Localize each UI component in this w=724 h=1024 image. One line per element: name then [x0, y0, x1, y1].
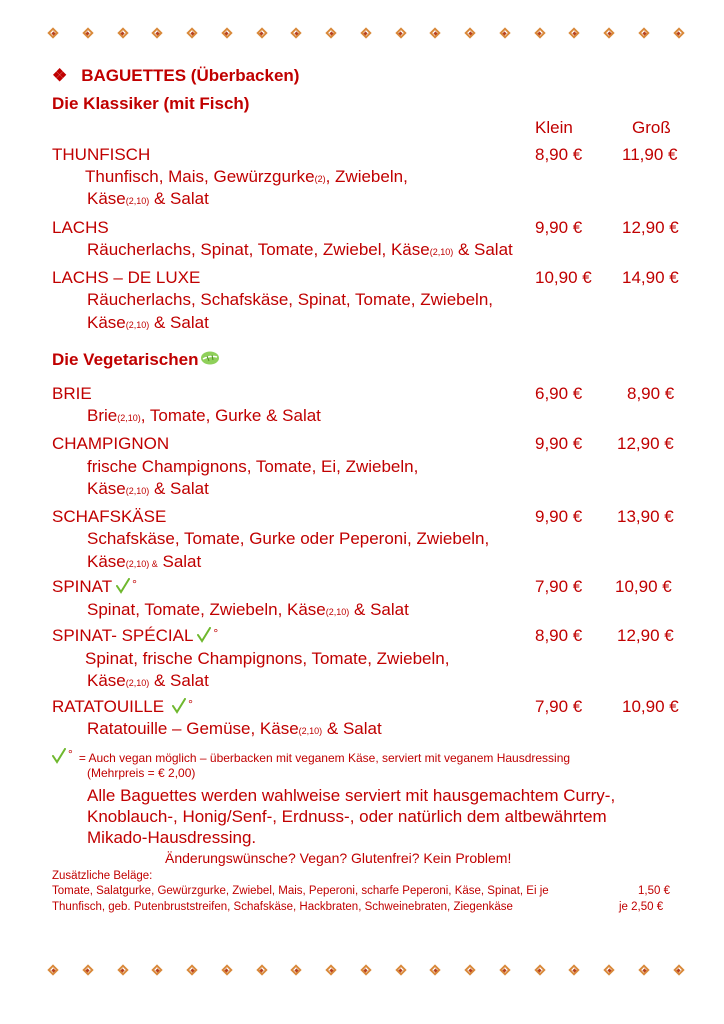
- vegan-surcharge: (Mehrpreis = € 2,00): [87, 766, 196, 780]
- menu-item-description: Räucherlachs, Schafskäse, Spinat, Tomate, Zwiebeln,: [87, 290, 494, 309]
- description-text: Salat: [157, 552, 202, 571]
- menu-item-description: [85, 167, 408, 187]
- diamond-ornament-icon: [324, 26, 338, 40]
- diamond-bullet-icon: ❖: [52, 66, 68, 85]
- allergen-note: (2,10): [325, 607, 350, 617]
- price-large: 12,90 €: [622, 218, 679, 237]
- menu-item-description: [87, 189, 209, 209]
- extras-line: Thunfisch, geb. Putenbruststreifen, Schafskäse, Hackbraten, Schweinebraten, Ziegenkäse: [52, 901, 513, 913]
- vegan-mark: °: [132, 577, 137, 591]
- diamond-ornament-icon: [567, 963, 581, 977]
- menu-item-name: BRIE: [52, 384, 92, 403]
- section-title: [52, 66, 299, 86]
- description-text: Käse: [87, 189, 126, 208]
- price-small: 7,90 €: [535, 697, 583, 716]
- column-header-large: Groß: [632, 118, 671, 137]
- diamond-ornament-icon: [255, 26, 269, 40]
- menu-item-description: [87, 552, 201, 572]
- price-small: 8,90 €: [535, 145, 583, 164]
- menu-item-name: LACHS – DE LUXE: [52, 268, 201, 287]
- menu-item-name: [52, 697, 193, 717]
- menu-item-description: [87, 600, 409, 620]
- description-text: Ratatouille – Gemüse, Käse: [87, 719, 299, 738]
- price-small: 7,90 €: [535, 577, 583, 596]
- diamond-ornament-icon: [672, 963, 686, 977]
- price-small: 10,90 €: [535, 268, 592, 287]
- diamond-ornament-icon: [428, 26, 442, 40]
- diamond-ornament-icon: [637, 963, 651, 977]
- extras-price: je 2,50 €: [619, 901, 664, 913]
- price-large: 11,90 €: [622, 145, 678, 164]
- diamond-ornament-icon: [185, 963, 199, 977]
- description-text: Thunfisch, Mais, Gewürzgurke: [85, 167, 315, 186]
- description-text: Räucherlachs, Spinat, Tomate, Zwiebel, Käse: [87, 240, 430, 259]
- description-text: , Zwiebeln,: [325, 167, 408, 186]
- price-small: 9,90 €: [535, 434, 583, 453]
- vegetarian-category-title: [52, 350, 220, 370]
- vegan-check-icon: [52, 748, 66, 764]
- menu-item-description: Spinat, frische Champignons, Tomate, Zwiebeln,: [85, 649, 450, 668]
- fish-category-title: Die Klassiker (mit Fisch): [52, 94, 250, 113]
- diamond-ornament-icon: [498, 963, 512, 977]
- diamond-ornament-icon: [498, 26, 512, 40]
- price-small: 8,90 €: [535, 626, 583, 645]
- menu-item-description: [87, 240, 513, 260]
- diamond-ornament-icon: [150, 963, 164, 977]
- price-large: 8,90 €: [627, 384, 675, 403]
- dressing-line: Mikado-Hausdressing.: [87, 828, 257, 847]
- diamond-ornament-icon: [428, 963, 442, 977]
- menu-item-description: [87, 719, 382, 739]
- description-text: Käse: [87, 671, 126, 690]
- vegan-mark: °: [68, 747, 73, 761]
- diamond-ornament-icon: [324, 963, 338, 977]
- vegetarian-title-text: Die Vegetarischen: [52, 350, 199, 369]
- description-text: & Salat: [453, 240, 513, 259]
- diamond-ornament-icon: [533, 963, 547, 977]
- vegan-check-icon: [197, 627, 211, 643]
- price-large: 12,90 €: [617, 626, 674, 645]
- description-text: & Salat: [149, 479, 209, 498]
- description-text: & Salat: [149, 671, 209, 690]
- price-large: 13,90 €: [617, 507, 674, 526]
- price-large: 12,90 €: [617, 434, 674, 453]
- diamond-ornament-icon: [463, 963, 477, 977]
- menu-item-name: [52, 577, 137, 597]
- diamond-ornament-icon: [220, 963, 234, 977]
- diamond-ornament-icon: [46, 963, 60, 977]
- changes-note: Änderungswünsche? Vegan? Glutenfrei? Kein Problem!: [165, 850, 512, 866]
- allergen-note: (2,10): [429, 247, 454, 257]
- section-title-text: BAGUETTES (Überbacken): [81, 66, 300, 85]
- diamond-ornament-icon: [116, 26, 130, 40]
- allergen-note: (2,10) &: [125, 559, 158, 569]
- veggie-leaf-icon: [200, 350, 220, 366]
- menu-item-name: SCHAFSKÄSE: [52, 507, 167, 526]
- description-text: Spinat, Tomate, Zwiebeln, Käse: [87, 600, 326, 619]
- price-large: 10,90 €: [622, 697, 679, 716]
- vegan-check-icon: [116, 578, 130, 594]
- diamond-ornament-icon: [150, 26, 164, 40]
- diamond-ornament-icon: [672, 26, 686, 40]
- vegan-note: [52, 747, 570, 765]
- diamond-ornament-icon: [255, 963, 269, 977]
- menu-item-name: [52, 626, 218, 646]
- dressing-line: Alle Baguettes werden wahlweise serviert mit hausgemachtem Curry-,: [87, 786, 616, 805]
- item-name-text: SPINAT: [52, 577, 113, 596]
- diamond-ornament-icon: [359, 963, 373, 977]
- description-text: , Tomate, Gurke & Salat: [140, 406, 321, 425]
- description-text: Käse: [87, 479, 126, 498]
- allergen-note: (2): [314, 174, 326, 184]
- top-ornament-border: [46, 26, 686, 46]
- price-small: 6,90 €: [535, 384, 583, 403]
- price-small: 9,90 €: [535, 218, 583, 237]
- diamond-ornament-icon: [394, 963, 408, 977]
- vegan-note-text: = Auch vegan möglich – überbacken mit veganem Käse, serviert mit veganem Hausdressing: [78, 751, 571, 765]
- menu-item-description: Schafskäse, Tomate, Gurke oder Peperoni, Zwiebeln,: [87, 529, 490, 548]
- diamond-ornament-icon: [46, 26, 60, 40]
- description-text: Käse: [87, 552, 126, 571]
- allergen-note: (2,10): [125, 196, 150, 206]
- price-small: 9,90 €: [535, 507, 583, 526]
- menu-item-name: LACHS: [52, 218, 109, 237]
- diamond-ornament-icon: [637, 26, 651, 40]
- diamond-ornament-icon: [289, 26, 303, 40]
- allergen-note: (2,10): [125, 678, 150, 688]
- item-name-text: RATATOUILLE: [52, 697, 165, 716]
- vegan-mark: °: [213, 626, 219, 640]
- menu-item-description: [87, 671, 209, 691]
- vegan-check-icon: [172, 698, 186, 714]
- description-text: Käse: [87, 313, 126, 332]
- diamond-ornament-icon: [463, 26, 477, 40]
- extras-price: 1,50 €: [638, 885, 670, 897]
- menu-item-description: [87, 406, 321, 426]
- diamond-ornament-icon: [567, 26, 581, 40]
- menu-item-name: THUNFISCH: [52, 145, 151, 164]
- price-large: 14,90 €: [622, 268, 679, 287]
- description-text: & Salat: [149, 313, 209, 332]
- diamond-ornament-icon: [185, 26, 199, 40]
- price-large: 10,90 €: [615, 577, 672, 596]
- menu-item-description: [87, 313, 209, 333]
- diamond-ornament-icon: [394, 26, 408, 40]
- bottom-ornament-border: [46, 963, 686, 983]
- diamond-ornament-icon: [81, 26, 95, 40]
- dressing-line: Knoblauch-, Honig/Senf-, Erdnuss-, oder natürlich dem altbewährtem: [87, 807, 607, 826]
- menu-item-description: frische Champignons, Tomate, Ei, Zwiebeln,: [87, 457, 419, 476]
- extras-title: Zusätzliche Beläge:: [52, 870, 153, 882]
- item-name-text: SPINAT- SPÉCIAL: [52, 626, 194, 645]
- diamond-ornament-icon: [533, 26, 547, 40]
- diamond-ornament-icon: [602, 963, 616, 977]
- diamond-ornament-icon: [220, 26, 234, 40]
- allergen-note: (2,10): [298, 726, 323, 736]
- description-text: & Salat: [349, 600, 409, 619]
- description-text: Brie: [87, 406, 118, 425]
- extras-line: Tomate, Salatgurke, Gewürzgurke, Zwiebel, Mais, Peperoni, scharfe Peperoni, Käse, Spinat, Ei je: [52, 885, 549, 897]
- allergen-note: (2,10): [125, 320, 150, 330]
- diamond-ornament-icon: [81, 963, 95, 977]
- allergen-note: (2,10): [125, 486, 150, 496]
- allergen-note: (2,10): [117, 413, 141, 423]
- menu-item-description: [87, 479, 209, 499]
- description-text: & Salat: [149, 189, 209, 208]
- menu-item-name: CHAMPIGNON: [52, 434, 170, 453]
- description-text: & Salat: [322, 719, 382, 738]
- vegan-mark: °: [188, 697, 193, 711]
- diamond-ornament-icon: [602, 26, 616, 40]
- diamond-ornament-icon: [289, 963, 303, 977]
- diamond-ornament-icon: [116, 963, 130, 977]
- diamond-ornament-icon: [359, 26, 373, 40]
- column-header-small: Klein: [535, 118, 573, 137]
